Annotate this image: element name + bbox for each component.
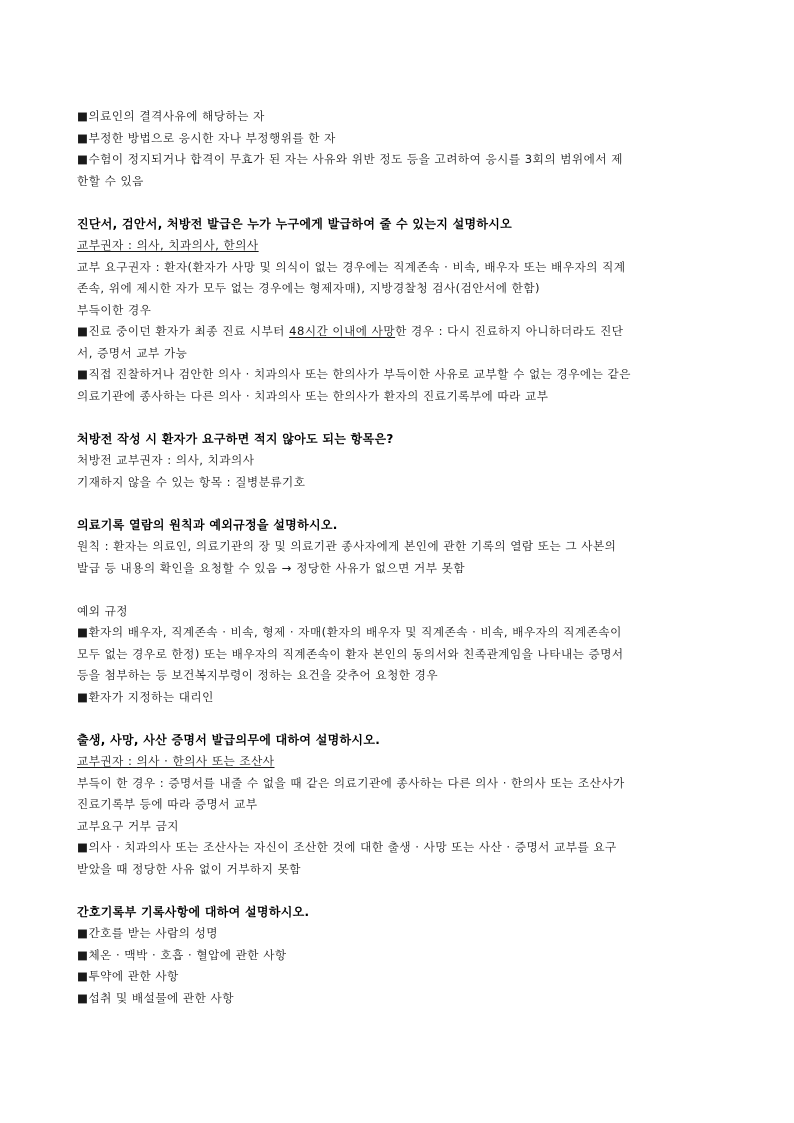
text-line: 부득이 한 경우 : 증명서를 내줄 수 없을 때 같은 의료기관에 종사하는 다른 의사 · 한의사 또는 조산사가 — [77, 775, 625, 790]
bullet-line: ■간호를 받는 사람의 성명 — [77, 926, 219, 940]
text-segment: 한 경우 : 다시 진료하지 아니하더라도 진단 — [395, 324, 624, 338]
text-line: 한할 수 있음 — [77, 173, 144, 188]
bullet-line: ■직접 진찰하거나 검안한 의사 · 치과의사 또는 한의사가 부득이한 사유로 교부할 수 없는 경우에는 같은 — [77, 367, 631, 381]
text-line: 교부요구 거부 금지 — [77, 818, 179, 833]
text-line: 의료기관에 종사하는 다른 의사 · 치과의사 또는 한의사가 환자의 진료기록부에 따라 교부 — [77, 388, 549, 403]
section-heading: 의료기록 열람의 원칙과 예외규정을 설명하시오. — [77, 517, 338, 532]
bullet-line: ■환자의 배우자, 직계존속 · 비속, 형제 · 자매(환자의 배우자 및 직계존속 · 비속, 배우자의 직계존속이 — [77, 625, 622, 639]
section-heading: 진단서, 검안서, 처방전 발급은 누가 누구에게 발급하여 줄 수 있는지 설명하시오 — [77, 216, 513, 231]
underlined-text — [77, 754, 275, 768]
section-heading: 출생, 사망, 사산 증명서 발급의무에 대하여 설명하시오. — [77, 732, 381, 747]
text-line — [77, 235, 719, 257]
text-line: 기재하지 않을 수 있는 항목 : 질병분류기호 — [77, 474, 306, 489]
bullet-line: ■수험이 정지되거나 합격이 무효가 된 자는 사유와 위반 정도 등을 고려하여 응시를 3회의 범위에서 제 — [77, 152, 623, 166]
bullet-line: ■부정한 방법으로 응시한 자나 부정행위를 한 자 — [77, 130, 336, 145]
text-line: 예외 규정 — [77, 603, 128, 618]
text-line: 받았을 때 정당한 사유 없이 거부하지 못함 — [77, 861, 302, 876]
section-heading: 처방전 작성 시 환자가 요구하면 적지 않아도 되는 항목은? — [77, 431, 394, 446]
text-segment: 의사 · 한의사 또는 조산사 — [136, 754, 275, 768]
text-line: 부득이한 경우 — [77, 302, 152, 317]
bullet-line: ■투약에 관한 사항 — [77, 969, 179, 983]
section-heading: 간호기록부 기록사항에 대하여 설명하시오. — [77, 904, 310, 919]
text-segment: 교부권자 : — [77, 754, 137, 768]
text-line: 발급 등 내용의 확인을 요청할 수 있음 → 정당한 사유가 없으면 거부 못함 — [77, 560, 466, 575]
bullet-line: ■섭취 및 배설물에 관한 사항 — [77, 990, 234, 1005]
text-line: 존속, 위에 제시한 자가 모두 없는 경우에는 형제자매), 지방경찰청 검사(검안서에 한함) — [77, 281, 541, 295]
underlined-text: 48시간 이내에 사망 — [289, 324, 396, 338]
text-line: 등을 첨부하는 등 보건복지부령이 정하는 요건을 갖추어 요청한 경우 — [77, 668, 439, 682]
bullet-line: ■환자가 지정하는 대리인 — [77, 689, 214, 704]
text-line — [77, 751, 719, 773]
document-page — [77, 106, 719, 1009]
text-line: 서, 증명서 교부 가능 — [77, 345, 188, 360]
bullet-line: ■의사 · 치과의사 또는 조산사는 자신이 조산한 것에 대한 출생 · 사망 또는 사산 · 증명서 교부를 요구 — [77, 840, 617, 854]
text-line: 처방전 교부권자 : 의사, 치과의사 — [77, 453, 255, 467]
text-segment: ■진료 중이던 환자가 최종 진료 시부터 — [77, 324, 290, 338]
bullet-line: ■의료인의 결격사유에 해당하는 자 — [77, 109, 265, 123]
text-line: 진료기록부 등에 따라 증명서 교부 — [77, 797, 258, 811]
text-line: 모두 없는 경우로 한정) 또는 배우자의 직계존속이 환자 본인의 동의서와 친족관계임을 나타내는 증명서 — [77, 646, 624, 661]
text-line: 원칙 : 환자는 의료인, 의료기관의 장 및 의료기관 종사자에게 본인에 관한 기록의 열람 또는 그 사본의 — [77, 539, 617, 553]
bullet-line — [77, 321, 719, 343]
text-line: 교부 요구권자 : 환자(환자가 사망 및 의식이 없는 경우에는 직계존속 · 비속, 배우자 또는 배우자의 직계 — [77, 259, 626, 274]
bullet-line: ■체온 · 맥박 · 호흡 · 혈압에 관한 사항 — [77, 947, 287, 962]
underlined-text: 교부권자 : 의사, 치과의사, 한의사 — [77, 238, 259, 252]
